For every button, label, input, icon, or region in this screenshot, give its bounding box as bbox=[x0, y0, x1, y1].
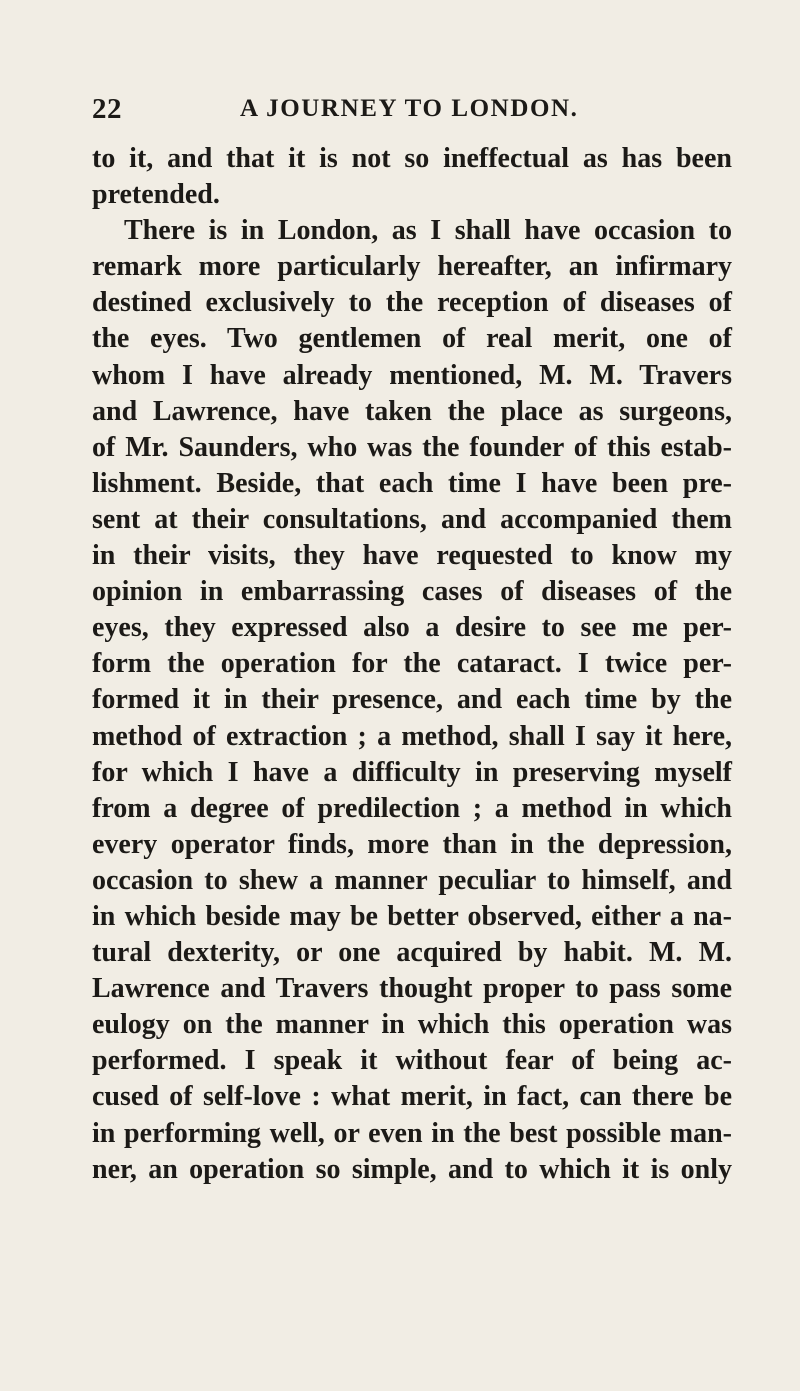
text-line: There is in London, as I shall have occasion to bbox=[124, 215, 732, 247]
body-text bbox=[92, 141, 732, 1188]
text-line: performed. I speak it without fear of being ac- bbox=[92, 1045, 732, 1077]
text-line: every operator finds, more than in the depression, bbox=[92, 828, 732, 860]
text-line: to it, and that it is not so ineffectual as has been bbox=[92, 143, 732, 174]
text-line: in which beside may be better observed, either a na- bbox=[92, 900, 732, 932]
text-line: in their visits, they have requested to know my bbox=[92, 540, 732, 572]
text-line: method of extraction ; a method, shall I say it here, bbox=[92, 720, 732, 752]
text-line: the eyes. Two gentlemen of real merit, one of bbox=[92, 323, 732, 355]
text-line: eulogy on the manner in which this operation was bbox=[92, 1009, 732, 1041]
text-line: destined exclusively to the reception of diseases of bbox=[92, 287, 732, 319]
text-line: from a degree of predilection ; a method in which bbox=[92, 792, 732, 824]
text-line: ner, an operation so simple, and to which it is only bbox=[92, 1153, 732, 1185]
text-line: lishment. Beside, that each time I have been pre- bbox=[92, 467, 732, 499]
running-head bbox=[92, 93, 732, 133]
page-number: 22 bbox=[92, 93, 122, 125]
text-line: eyes, they expressed also a desire to see me per- bbox=[92, 612, 732, 644]
text-line: in performing well, or even in the best possible man- bbox=[92, 1117, 732, 1149]
text-line: cused of self-love : what merit, in fact, can there be bbox=[92, 1081, 732, 1113]
running-title: A JOURNEY TO LONDON. bbox=[240, 95, 579, 122]
text-line: and Lawrence, have taken the place as surgeons, bbox=[92, 395, 732, 427]
text-line: tural dexterity, or one acquired by habit. M. M. bbox=[92, 937, 732, 969]
text-line: occasion to shew a manner peculiar to himself, and bbox=[92, 864, 732, 896]
text-line: remark more particularly hereafter, an infirmary bbox=[92, 251, 732, 283]
text-line: formed it in their presence, and each time by the bbox=[92, 684, 732, 716]
text-line: Lawrence and Travers thought proper to pass some bbox=[92, 973, 732, 1005]
text-line: of Mr. Saunders, who was the founder of this estab- bbox=[92, 431, 732, 463]
text-line: pretended. bbox=[92, 179, 220, 211]
text-line: form the operation for the cataract. I twice per- bbox=[92, 648, 732, 680]
text-line: sent at their consultations, and accompanied them bbox=[92, 503, 732, 535]
text-line: opinion in embarrassing cases of diseases of the bbox=[92, 576, 732, 608]
text-line: for which I have a difficulty in preserving myself bbox=[92, 756, 732, 788]
text-line: whom I have already mentioned, M. M. Travers bbox=[92, 359, 732, 391]
